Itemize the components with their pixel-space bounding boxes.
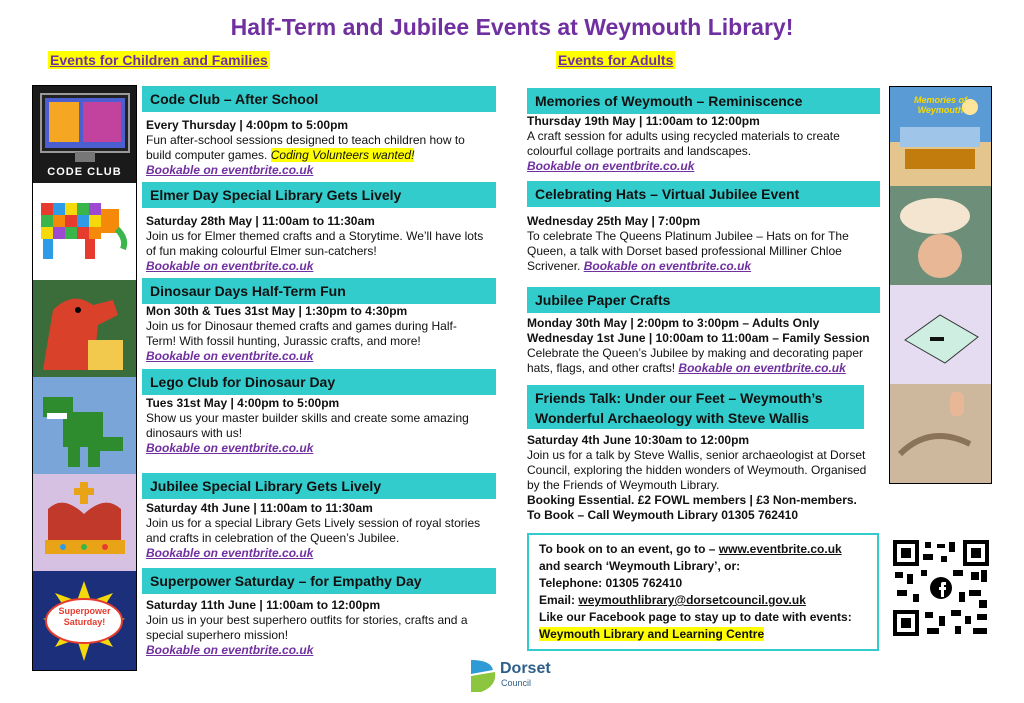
- page-title: Half-Term and Jubilee Events at Weymouth Library!: [230, 14, 794, 40]
- event-header-jubilee-lively: Jubilee Special Library Gets Lively: [142, 473, 496, 499]
- eventbrite-link[interactable]: Bookable on eventbrite.co.uk: [678, 361, 846, 375]
- event-header-friends-talk: Friends Talk: Under our Feet – Weymouth’s Wonderful Archaeology with Steve Wallis: [527, 385, 864, 429]
- code-club-image: [33, 86, 136, 183]
- booking-phone: To Book – Call Weymouth Library 01305 762410: [527, 508, 798, 522]
- eventbrite-link[interactable]: Bookable on eventbrite.co.uk: [527, 159, 695, 173]
- event-header-hats: Celebrating Hats – Virtual Jubilee Event: [527, 181, 880, 207]
- milliner-hat-icon: [890, 186, 991, 285]
- event-description: Fun after-school sessions designed to teach children how to build computer games. Coding Volunteers wanted!: [146, 133, 465, 162]
- children-image-column: [32, 85, 137, 671]
- info-facebook-page: [539, 626, 867, 643]
- dinosaur-icon: [33, 280, 136, 377]
- event-header-paper-crafts: Jubilee Paper Crafts: [527, 287, 880, 313]
- event-date: Saturday 4th June 10:30am to 12:00pm: [527, 433, 750, 447]
- info-line-eventbrite: To book on to an event, go to – www.eventbrite.co.uk: [539, 542, 842, 556]
- jubilee-crown-image: [33, 474, 136, 571]
- event-date: Saturday 4th June | 11:00am to 11:30am: [146, 501, 373, 515]
- event-header-elmer: Elmer Day Special Library Gets Lively: [142, 182, 496, 208]
- event-description: A craft session for adults using recycled materials to create colourful collage portraits and landscapes.: [527, 129, 840, 158]
- lego-dinosaur-image: [33, 377, 136, 474]
- event-description: Join us for a talk by Steve Wallis, senior archaeologist at Dorset Council, exploring the hidden wonders of Weymouth. Organised by the Friends of Weymouth Library.: [527, 448, 867, 492]
- event-description: Join us for a special Library Gets Lively session of royal stories and crafts in celebration of the Queen’s Jubilee.: [146, 516, 481, 545]
- facebook-page-name[interactable]: Weymouth Library and Learning Centre: [539, 627, 765, 641]
- dorset-council-logo: [467, 656, 577, 696]
- adults-image-column: [889, 86, 992, 484]
- superpower-label: Superpower Saturday!: [58, 606, 111, 627]
- eventbrite-link[interactable]: Bookable on eventbrite.co.uk: [146, 163, 314, 177]
- event-date-monday: Monday 30th May | 2:00pm to 3:00pm – Adults Only: [527, 316, 820, 330]
- superpower-saturday-image: [33, 571, 136, 670]
- lego-dinosaur-icon: [33, 377, 136, 474]
- event-jubilee-lively: [146, 501, 491, 561]
- memories-image: [890, 87, 991, 186]
- event-date: Tues 31st May | 4:00pm to 5:00pm: [146, 396, 340, 410]
- info-telephone: Telephone: 01305 762410: [539, 576, 683, 590]
- event-hats: [527, 214, 879, 274]
- code-club-label: CODE CLUB: [47, 166, 122, 178]
- archaeology-dig-icon: [890, 384, 991, 483]
- event-date: Thursday 19th May | 11:00am to 12:00pm: [527, 114, 760, 128]
- booking-info-box: [527, 533, 879, 651]
- event-description: Show us your master builder skills and create some amazing dinosaurs with us!: [146, 411, 469, 440]
- event-lego-club: [146, 396, 486, 456]
- info-line-search: and search ‘Weymouth Library’, or:: [539, 559, 741, 573]
- event-header-superpower: Superpower Saturday – for Empathy Day: [142, 568, 496, 594]
- event-description: Join us for Dinosaur themed crafts and games during Half-Term! With fossil hunting, Jurassic crafts, and more!: [146, 319, 457, 348]
- event-description: Join us for Elmer themed crafts and a Storytime. We’ll have lots of fun making colourful Elmer sun-catchers!: [146, 229, 484, 258]
- eventbrite-link[interactable]: Bookable on eventbrite.co.uk: [146, 546, 314, 560]
- volunteers-highlight: Coding Volunteers wanted!: [270, 148, 415, 162]
- eventbrite-website-link[interactable]: www.eventbrite.co.uk: [718, 542, 842, 556]
- eventbrite-link[interactable]: Bookable on eventbrite.co.uk: [146, 441, 314, 455]
- event-description: Join us in your best superhero outfits for stories, crafts and a special superhero mission!: [146, 613, 468, 642]
- event-dinosaur-days: [146, 304, 486, 364]
- email-link[interactable]: weymouthlibrary@dorsetcouncil.gov.uk: [578, 593, 806, 607]
- eventbrite-link[interactable]: Bookable on eventbrite.co.uk: [146, 259, 314, 273]
- memories-label: Memories of Weymouth: [913, 95, 967, 115]
- event-header-dinosaur-days: Dinosaur Days Half-Term Fun: [142, 278, 496, 304]
- event-superpower: [146, 598, 486, 658]
- event-date: Saturday 28th May | 11:00am to 11:30am: [146, 214, 375, 228]
- section-heading-children: Events for Children and Families: [50, 52, 268, 68]
- event-header-lego-club: Lego Club for Dinosaur Day: [142, 369, 496, 395]
- section-heading-adults: Events for Adults: [558, 52, 674, 68]
- paper-hat-image: [890, 285, 991, 384]
- eventbrite-link[interactable]: Bookable on eventbrite.co.uk: [583, 259, 752, 273]
- event-code-club: [146, 118, 486, 178]
- info-email: Email: weymouthlibrary@dorsetcouncil.gov.uk: [539, 593, 806, 607]
- elmer-image: [33, 183, 136, 280]
- hats-image: [890, 186, 991, 285]
- info-facebook: Like our Facebook page to stay up to date with events:: [539, 610, 852, 624]
- dorset-logo-name: Dorset: [500, 660, 551, 677]
- event-paper-crafts: [527, 316, 879, 376]
- dorset-logo-icon: [467, 656, 499, 696]
- crown-icon: [33, 474, 136, 571]
- event-description: To celebrate The Queens Platinum Jubilee – Hats on for The Queen, a talk with Dorset based professional Milliner Chloe Scrivener. Bookable on eventbrite.co.uk: [527, 229, 849, 273]
- event-date: Saturday 11th June | 11:00am to 12:00pm: [146, 598, 381, 612]
- event-friends-talk: [527, 433, 879, 523]
- dinosaur-days-image: [33, 280, 136, 377]
- elmer-elephant-icon: [33, 183, 136, 280]
- event-date: Wednesday 25th May | 7:00pm: [527, 214, 701, 228]
- booking-prices: Booking Essential. £2 FOWL members | £3 Non-members.: [527, 493, 857, 507]
- event-header-memories: Memories of Weymouth – Reminiscence: [527, 88, 880, 114]
- event-elmer: [146, 214, 491, 274]
- event-date: Mon 30th & Tues 31st May | 1:30pm to 4:30pm: [146, 304, 408, 318]
- event-memories: [527, 114, 877, 174]
- event-description: Celebrate the Queen’s Jubilee by making and decorating paper hats, flags, and other crafts! Bookable on eventbrite.co.uk: [527, 346, 863, 375]
- dorset-logo-sub: Council: [501, 678, 532, 688]
- event-date-wednesday: Wednesday 1st June | 10:00am to 11:00am – Family Session: [527, 331, 870, 345]
- eventbrite-link[interactable]: Bookable on eventbrite.co.uk: [146, 643, 314, 657]
- qr-code-icon: [893, 540, 989, 636]
- event-date: Every Thursday | 4:00pm to 5:00pm: [146, 118, 349, 132]
- paper-hat-icon: [890, 285, 991, 384]
- archaeology-image: [890, 384, 991, 483]
- event-header-code-club: Code Club – After School: [142, 86, 496, 112]
- qr-code[interactable]: [893, 540, 989, 636]
- eventbrite-link[interactable]: Bookable on eventbrite.co.uk: [146, 349, 314, 363]
